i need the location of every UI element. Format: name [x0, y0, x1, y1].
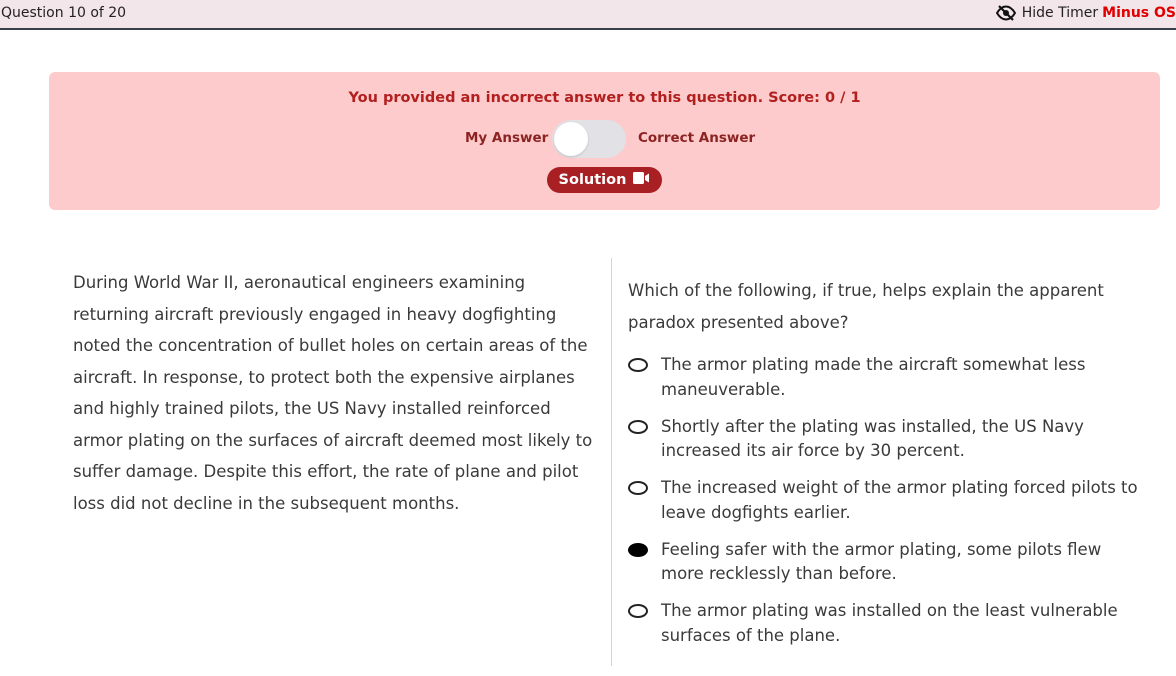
answer-choice-c[interactable] [628, 476, 1148, 525]
eye-slash-icon [996, 5, 1016, 21]
question-prompt: Which of the following, if true, helps explain the apparent paradox presented above? [628, 281, 1104, 332]
solution-label: Solution [558, 172, 627, 188]
choice-text: The armor plating was installed on the least vulnerable surfaces of the plane. [661, 601, 1118, 645]
choice-text: Feeling safer with the armor plating, some pilots flew more recklessly than before. [661, 539, 1102, 583]
answer-toggle-switch[interactable] [552, 120, 626, 158]
question-counter: Question 10 of 20 [1, 5, 127, 21]
feedback-banner [49, 72, 1160, 210]
answer-choice-d[interactable] [628, 538, 1148, 587]
answer-choices [628, 353, 1148, 661]
toggle-knob [554, 122, 588, 156]
answer-choice-e[interactable] [628, 599, 1148, 648]
video-camera-icon [632, 171, 650, 189]
radio-button[interactable] [628, 358, 648, 372]
answer-toggle-row [49, 120, 1160, 156]
radio-button-selected[interactable] [628, 543, 648, 557]
hide-timer-label[interactable]: Hide Timer [1021, 5, 1099, 21]
answer-choice-b[interactable] [628, 415, 1148, 464]
feedback-message: You provided an incorrect answer to this question. Score: 0 / 1 [348, 90, 861, 106]
choice-text: The armor plating made the aircraft somewhat less maneuverable. [661, 355, 1086, 399]
top-bar [0, 0, 1176, 30]
solution-button[interactable] [547, 167, 662, 193]
radio-button[interactable] [628, 604, 648, 618]
timer-value: Minus OS [1102, 5, 1176, 21]
passage-text: During World War II, aeronautical engineers examining returning aircraft previously engaged in heavy dogfighting noted the concentration of bullet holes on certain areas of the aircraft. In response, to protect both the expensive airplanes and highly trained pilots, the US Navy installed reinforced armor plating on the surfaces of aircraft deemed most likely to suffer damage. Despite this effort, the rate of plane and pilot loss did not decline in the subsequent months. [73, 273, 593, 513]
my-answer-label[interactable]: My Answer [465, 130, 549, 146]
timer-toggle[interactable] [996, 5, 1176, 21]
column-divider [611, 258, 612, 666]
radio-button[interactable] [628, 481, 648, 495]
choice-text: Shortly after the plating was installed, the US Navy increased its air force by 30 percent. [661, 416, 1084, 460]
radio-button[interactable] [628, 420, 648, 434]
choice-text: The increased weight of the armor plating forced pilots to leave dogfights earlier. [661, 478, 1138, 522]
answer-choice-a[interactable] [628, 353, 1148, 402]
correct-answer-label[interactable]: Correct Answer [638, 130, 756, 146]
